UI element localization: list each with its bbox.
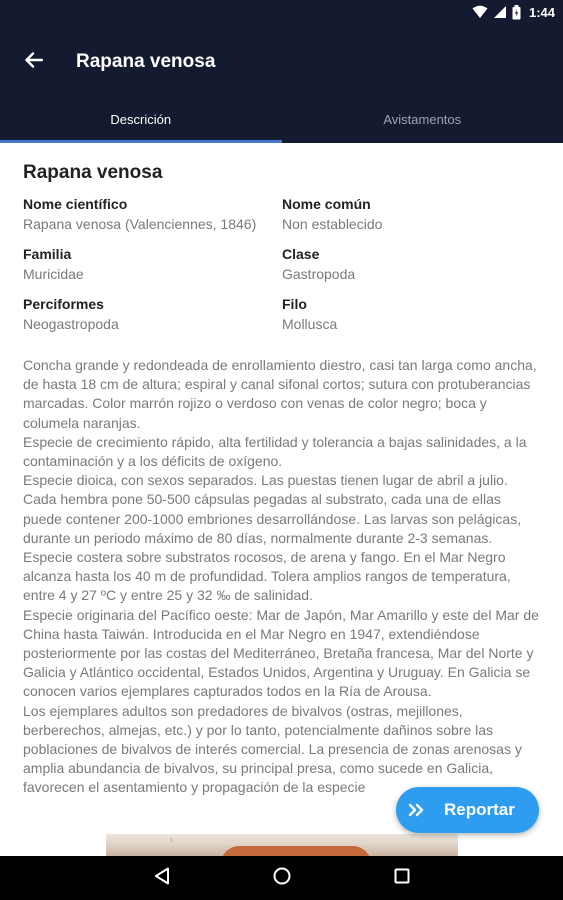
field-value: Mollusca — [282, 316, 338, 332]
field-label: Perciformes — [23, 296, 104, 312]
species-description: Concha grande y redondeada de enrollamiento diestro, casi tan larga como ancha, de hasta 18 cm de altura; espiral y canal sifonal cortos; sutura con protuberancias marcadas. Color marrón rojizo o verdoso con venas de color negro; boca y columela naranjas. Especie de crecimiento rápido, alta fertilidad y tolerancia a bajas salinidades, a la contaminación y a los déficits de oxígeno. Especie dioica, con sexos separados. Las puestas tienen lugar de abril a julio. Cada hembra pone 50-500 cápsulas pegadas al substrato, cada una de ellas puede contener 200-1000 embriones desarrollándose. Las larvas son pelágicas, durante un periodo máximo de 80 días, normalmente durante 2-3 semanas. Especie costera sobre substratos rocosos, de arena y fango. En el Mar Negro alcanza hasta los 40 m de profundidad. Tolera amplios rangos de temperatura, entre 4 y 27 ºC y entre 25 y 32 ‰ de salinidad. Especie originaria del Pacífico oeste: Mar de Japón, Mar Amarillo y este del Mar de China hasta Taiwán. Introducida en el Mar Negro en 1947, extendiéndose posteriormente por las costas del Mediterráneo, Bretaña francesa, Mar del Norte y Galicia y Atlántico occidental, Estados Unidos, Argentina y Uruguay. En Galicia se conocen varios ejemplares capturados todos en la Ría de Arousa. Los ejemplares adultos son predadores de bivalvos (ostras, mejillones, berberechos, almejas, etc.) y por lo tanto, potencialmente dañinos sobre las poblaciones de bivalvos de interés comercial. La presencia de zonas arenosas y amplia abundancia de bivalvos, su principal presa, como sucede en Galicia, favorecen el asentamiento y propagación de la especie — [23, 357, 539, 796]
clock-time: 1:44 — [528, 4, 555, 20]
system-nav-bar — [0, 856, 563, 900]
field-label: Filo — [282, 296, 307, 312]
tab-descricion[interactable]: Descrición — [0, 100, 282, 143]
photo-scale-mark: ¹ — [170, 836, 173, 846]
field-family — [23, 244, 282, 284]
shell-image — [221, 846, 371, 856]
field-scientific-name — [23, 194, 282, 234]
field-value: Neogastropoda — [23, 316, 119, 332]
field-phylum — [282, 294, 540, 334]
nav-recents-button[interactable] — [387, 863, 417, 893]
field-value: Non establecido — [282, 216, 383, 232]
tab-bar — [0, 100, 563, 143]
field-common-name — [282, 194, 540, 234]
back-triangle-icon — [154, 867, 170, 890]
battery-icon — [512, 5, 521, 20]
app-bar — [0, 24, 563, 100]
field-label: Familia — [23, 246, 72, 262]
species-photo[interactable] — [106, 834, 458, 856]
field-order — [23, 294, 282, 334]
arrow-back-icon — [25, 52, 43, 73]
field-label: Nome científico — [23, 196, 128, 212]
field-value: Muricidae — [23, 266, 84, 282]
report-button-label: Reportar — [444, 800, 515, 819]
field-class — [282, 244, 540, 284]
field-value: Gastropoda — [282, 266, 356, 282]
nav-home-button[interactable] — [267, 863, 297, 893]
nav-back-button[interactable] — [147, 863, 177, 893]
page-title: Rapana venosa — [76, 51, 216, 72]
wifi-icon — [472, 5, 488, 19]
species-title: Rapana venosa — [23, 162, 163, 183]
signal-icon — [494, 5, 506, 19]
home-circle-icon — [273, 867, 291, 890]
report-button[interactable] — [396, 787, 539, 833]
field-label: Nome común — [282, 196, 371, 212]
back-button[interactable] — [18, 46, 50, 78]
recents-square-icon — [394, 868, 410, 889]
tab-avistamentos[interactable]: Avistamentos — [383, 112, 462, 127]
field-value: Rapana venosa (Valenciennes, 1846) — [23, 216, 257, 232]
species-info-grid — [23, 194, 540, 334]
species-content[interactable] — [0, 143, 563, 856]
field-label: Clase — [282, 246, 320, 262]
status-bar — [0, 0, 563, 24]
double-chevron-right-icon — [408, 803, 430, 817]
